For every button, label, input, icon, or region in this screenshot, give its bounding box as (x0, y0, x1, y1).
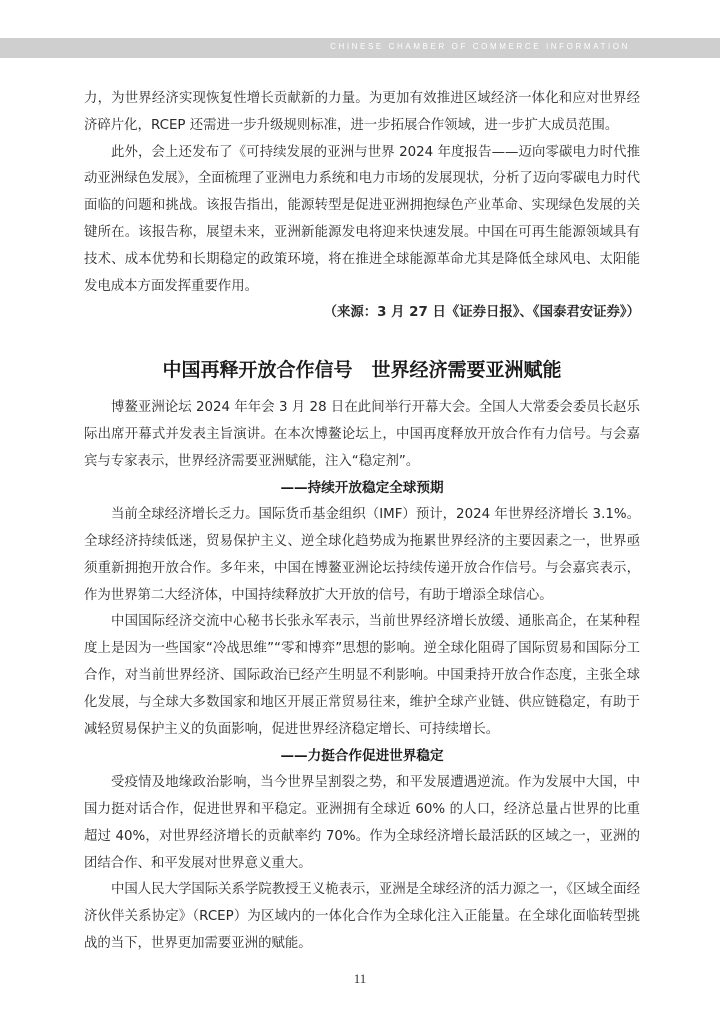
paragraph: 受疫情及地缘政治影响，当今世界呈割裂之势，和平发展遭遇逆流。作为发展中大国，中国力挺对话合作，促进世界和平稳定。亚洲拥有全球近 60% 的人口，经济总量占世界的比重超过 40%，对世界经济增长的贡献率约 70%。作为全球经济增长最活跃的区域之一，亚洲的团结合作、和平发展对世界意义重大。 (84, 775, 640, 871)
article-title-block (84, 355, 640, 385)
paragraph: 当前全球经济增长乏力。国际货币基金组织（IMF）预计，2024 年世界经济增长 3.1%。全球经济持续低迷，贸易保护主义、逆全球化趋势成为拖累世界经济的主要因素之一，世界亟须重新拥抱开放合作。多年来，中国在博鳌亚洲论坛持续传递开放合作信号。与会嘉宾表示，作为世界第二大经济体，中国持续释放扩大开放的信号，有助于增添全球信心。 (84, 507, 640, 603)
paragraph: 中国人民大学国际关系学院教授王义桅表示，亚洲是全球经济的活力源之一，《区域全面经济伙伴关系协定》（RCEP）为区域内的一体化合作为全球化注入正能量。在全球化面临转型挑战的当下，世界更加需要亚洲的赋能。 (84, 882, 640, 951)
paragraph: 中国国际经济交流中心秘书长张永军表示，当前世界经济增长放缓、通胀高企，在某种程度上是因为一些国家“冷战思维”“零和博弈”思想的影响。逆全球化阻碍了国际贸易和国际分工合作，对当前世界经济、国际政治已经产生明显不利影响。中国秉持开放合作态度，主张全球化发展，与全球大多数国家和地区开展正常贸易往来，维护全球产业链、供应链稳定，有助于减轻贸易保护主义的负面影响，促进世界经济稳定增长、可持续增长。 (84, 614, 640, 737)
source-note: （来源：3 月 27 日《证券日报》、《国泰君安证券》） (323, 305, 640, 321)
section-heading: ——持续开放稳定全球预期 (280, 480, 444, 497)
section-heading: ——力挺合作促进世界稳定 (280, 748, 444, 765)
header-band (0, 38, 720, 58)
paragraph: 力，为世界经济实现恢复性增长贡献新的力量。为更加有效推进区域经济一体化和应对世界经济碎片化，RCEP 还需进一步升级规则标准，进一步拓展合作领域，进一步扩大成员范围。 (84, 91, 640, 133)
paragraph: 此外，会上还发布了《可持续发展的亚洲与世界 2024 年度报告——迈向零碳电力时代推动亚洲绿色发展》，全面梳理了亚洲电力系统和电力市场的发展现状，分析了迈向零碳电力时代面临的问题和挑战。该报告指出，能源转型是促进亚洲拥抱绿色产业革命、实现绿色发展的关键所在。该报告称，展望未来，亚洲新能源发电将迎来快速发展。中国在可再生能源领域具有技术、成本优势和长期稳定的政策环境，将在推进全球能源革命尤其是降低全球风电、太阳能发电成本方面发挥重要作用。 (84, 144, 640, 294)
publication-name: CHINESE CHAMBER OF COMMERCE INFORMATION (330, 42, 630, 51)
article-title: 中国再释开放合作信号 世界经济需要亚洲赋能 (162, 359, 562, 381)
article-body (84, 395, 640, 958)
paragraph: 博鳌亚洲论坛 2024 年年会 3 月 28 日在此间举行开幕大会。全国人大常委会委员长赵乐际出席开幕式并发表主旨演讲。在本次博鳌论坛上，中国再度释放开放合作有力信号。与会嘉宾与专家表示，世界经济需要亚洲赋能，注入“稳定剂”。 (84, 400, 640, 469)
article-continuation (84, 86, 640, 327)
page-number: 11 (353, 971, 367, 986)
